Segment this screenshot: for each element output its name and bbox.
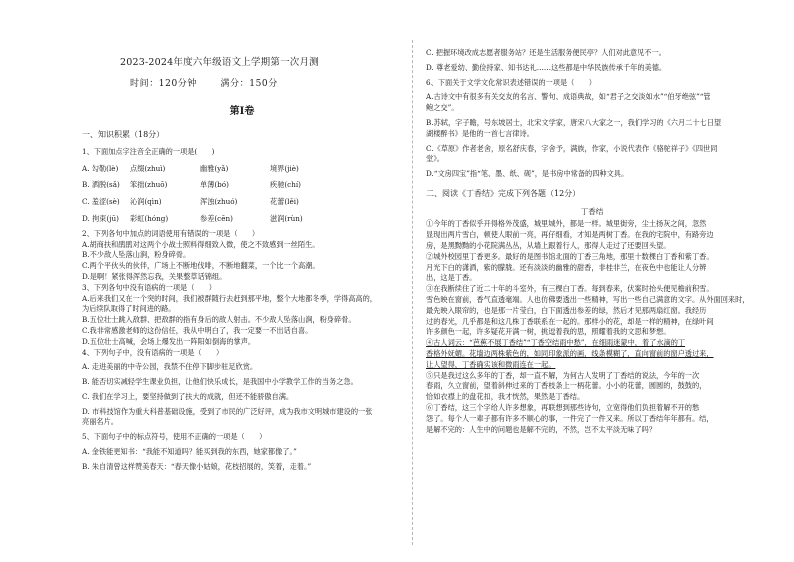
option-line: B.不少敌人坠落山涧，粉身碎骨。: [82, 250, 191, 260]
option-row: [82, 214, 402, 225]
option-line: 湖楼醉书》是他的一首七言律诗。: [426, 128, 534, 138]
option-row: [82, 164, 402, 175]
time-label: 时间：120分钟: [130, 79, 197, 90]
option-line: C. 把握环境改成志愿者服务站？还是生活服务便民亭？人们对此意见不一。: [426, 48, 666, 57]
option-text: A. 勾勒(lè): [82, 163, 119, 173]
q1-options: [82, 164, 402, 225]
option-line: D.是啊！紧张得浑然忘我，关果整草话锦组。: [82, 271, 227, 281]
left-column: [82, 44, 402, 473]
option-line: 堂》。: [426, 154, 444, 164]
option-text: 浑浊(zhuó): [200, 197, 238, 207]
option-line: A.后来我们又在一个突的时间，我们被群随行去赶到那平地，整个大地都冬季，学得高高的，: [82, 293, 377, 303]
option-line: 鲍之交”。: [426, 103, 459, 113]
article-line: 春雨，久立窗前，望着斜伸过来的丁香枝条上一柄花蕾。小小的花蕾，圆圆的，鼓鼓的，: [426, 381, 707, 391]
option-line: 为后续队取得了时间进的路。: [82, 304, 176, 314]
question-stem: 4、下列句子中，没有语病的一项是（ ）: [82, 347, 224, 357]
question-3: [82, 283, 402, 348]
article-line: 最先映入眼帘的，也是那一片莹白，白下面透出参差的绿，然后才见那两扇红窗。我经历: [426, 305, 707, 315]
right-column: [426, 48, 758, 435]
option-text: C. 羞涩(sè): [82, 197, 120, 207]
option-line: B. 能否切实减轻学生课业负担，让他们快乐成长，是我国中小学教学工作的当务之急。: [82, 377, 358, 387]
article-line: 是解不完的：人生中的问题也是解不完的，不然，岂不太平淡无味了吗？: [426, 424, 657, 434]
option-row: [82, 197, 402, 208]
article-body: [426, 219, 758, 435]
article-line: ①今年的丁香似乎开得格外茂盛，城里城外，都是一样。城里街旁，尘土扬灰之间，忽然: [426, 219, 707, 229]
column-divider: [412, 40, 414, 545]
option-line: B. 朱自清曾这样赞美春天：“春天像小姑娘，花枝招展的，笑着，走着。”: [82, 461, 312, 471]
question-2: [82, 229, 402, 283]
article-line: ⑥丁香结，这三个字给人许多想象，再联想到那些诗句，立宽得他们负担着解不开的愁: [426, 402, 700, 412]
article-line: 雪色映在窗前，香气直透毫端。人也仿佛要透出一些精神，写出一些自己满意的文字。从外面回来时，: [426, 294, 750, 304]
option-line: B.五位壮士跳入敌群、把敌群的指有身后的敌人射击。不少敌人坠落山涧，粉身碎骨。: [82, 315, 356, 325]
exam-meta: [130, 78, 402, 92]
option-line: B.苏轼，字子瞻，号东坡居士，北宋文学家，唐宋八大家之一，我们学习的《六月二十七日望: [426, 117, 722, 127]
option-line: C.《草原》作者老舍，原名舒庆春，字舍予，满族，作家，小说代表作《骆驼祥子》《四世同: [426, 143, 718, 153]
option-line: D. 市科技馆作为重大科普基础设施，受到了市民的广泛好评，成为我市文明城市建设的一张: [82, 406, 373, 416]
option-line: C.两个平伙头的伙伴，广场上不断地伐啡，不断地翻菜，一个比一个高潮。: [82, 261, 320, 271]
score-label: 满分：150分: [220, 79, 278, 90]
exam-title: 2023-2024年度六年级语文上学期第一次月测: [120, 57, 319, 68]
question-stem: 3、下列各句中没有语病的一项是（ ）: [82, 282, 216, 292]
article-line: 恰如衣襟上的盘花扣，我才恍然，果然是丁香结。: [426, 392, 585, 402]
volume-heading: 第Ⅰ卷: [229, 105, 255, 117]
option-text: 疾驰(chí): [270, 180, 301, 190]
section-title: 二、阅读《丁香结》完成下列各题（12分）: [426, 188, 581, 198]
option-text: 幽雅(yǎ): [200, 163, 229, 173]
article-line-underlined: ④古人词云：“芭蕉不展丁香结”“丁香空结雨中愁”，在细雨迷蒙中，着了水滴的丁: [426, 338, 686, 348]
option-text: 沁润(qìn): [130, 197, 162, 207]
option-line: D.五位壮士高喊，会场上爆发出一阵阳如倒海的掌声。: [82, 336, 256, 346]
section-title: 一、知识积累（18分）: [82, 129, 165, 139]
article-line: 出，这是丁香。: [426, 273, 477, 283]
option-row: [82, 180, 402, 191]
option-line: C. 我们在学习上，要坚持做到了扶大的成就，但还不能骄傲自满。: [82, 391, 294, 401]
option-line: D.“文房四宝”指“笔、墨、纸、砚”，是书房中常备的四种文具。: [426, 169, 629, 179]
question-6: [426, 78, 758, 180]
option-text: 花蕾(lěi): [270, 197, 299, 207]
article-title: 丁香结: [580, 206, 604, 216]
article-line: ③在我断续住了近二十年的斗室外，有三棵白丁香。每到春来，伏案时抬头便见檐前积雪。: [426, 284, 714, 294]
option-text: 点缀(zhuì): [130, 163, 166, 173]
article-line: ⑤只是我过这么多年的丁香，却一直不解，为何古人发明了丁香结的说法，今年的一次: [426, 370, 700, 380]
question-stem: 2、下列各句中加点的词语使用有错误的一项是（ ）: [82, 228, 260, 238]
option-text: 单薄(bó): [200, 180, 229, 190]
article-line-underlined: 香格外妩媚。花墙边两株紫色的，如同印象派的画，线条模糊了，直向窗前的窗户透过来，: [426, 348, 714, 358]
option-line: D. 尊老爱幼、勤俭持家、知书达礼……这些都是中华民族传承千年的美德。: [426, 62, 667, 72]
option-line: C.我非常感激老师的这份信任，我从中明白了，我一定要一不出话自喜。: [82, 325, 313, 335]
question-stem: 6、下面关于文学文化常识表述错误的一项是（ ）: [426, 77, 596, 87]
article-line: 月光下白的潇洒，紫的朦胧。还有淡淡的幽雅的甜香，非桂非兰，在夜色中也能让人分辨: [426, 262, 707, 272]
article-line: 房，是黑黝黝的小花院满丛丛，从墙上跟着行人，那得人走过了还要回头望。: [426, 240, 671, 250]
question-5: [82, 432, 402, 472]
option-text: 笨拙(zhuō): [130, 180, 168, 190]
article-line: 显现出两片雪白，顿使人眼前一亮，再仔细看，才知是两树丁香。在我的宅院中，有路旁边: [426, 230, 714, 240]
option-line: 亮丽名片。: [82, 417, 118, 427]
article-line-underlined: 让人望得，丁香确实该和微雨连在一起。: [426, 359, 556, 369]
option-text: 滋润(rùn): [270, 213, 303, 223]
option-text: 境界(jiè): [270, 163, 299, 173]
option-line: A.古诗文中有很多有关交友的名言、警句、成语典故，如“君子之交淡如水”“伯牙绝弦”“管: [426, 92, 711, 102]
question-stem: 1、下面加点字注音全正确的一项是( ): [82, 146, 215, 156]
option-line: A. 走进美丽的中寺公园，我禁不住停下脚步驻足欣赏。: [82, 362, 258, 372]
option-text: 参差(cēn): [200, 213, 233, 223]
question-stem: 5、下面句子中的标点符号，使用不正确的一项是（ ）: [82, 432, 267, 442]
option-text: 彩虹(hóng): [130, 213, 169, 223]
option-line: A.胡商扶和鹃鹃对这两个小战士照料得细致入微，使之不致感到一丝陌生。: [82, 239, 320, 249]
option-text: D. 拘束(jū): [82, 213, 119, 223]
article-line: 许多颜色一起，许多疑花开满一树，挑逗着我的思，照耀着我的文思和梦想。: [426, 327, 671, 337]
article-line: ②城外校园里丁香更多。最好的是图书馆北面的丁香三角地，那里十数棵白丁香和紫丁香。: [426, 251, 714, 261]
question-4: [82, 348, 402, 429]
article-line: 怨了。每个人一辈子都有许多不顺心的事，一件完了一件又来。所以丁香结年年都有。结，: [426, 413, 714, 423]
option-text: B. 洒脱(sǎ): [82, 180, 120, 190]
option-line: A. 金铁能更知书：“我能不知道吗？能买到我的东西，她家都像了。”: [82, 447, 297, 457]
article-line: 过的春光，几乎都是和这几株丁香联系在一起的。那样小的花，却是一样的精神，在绿叶间: [426, 316, 714, 326]
